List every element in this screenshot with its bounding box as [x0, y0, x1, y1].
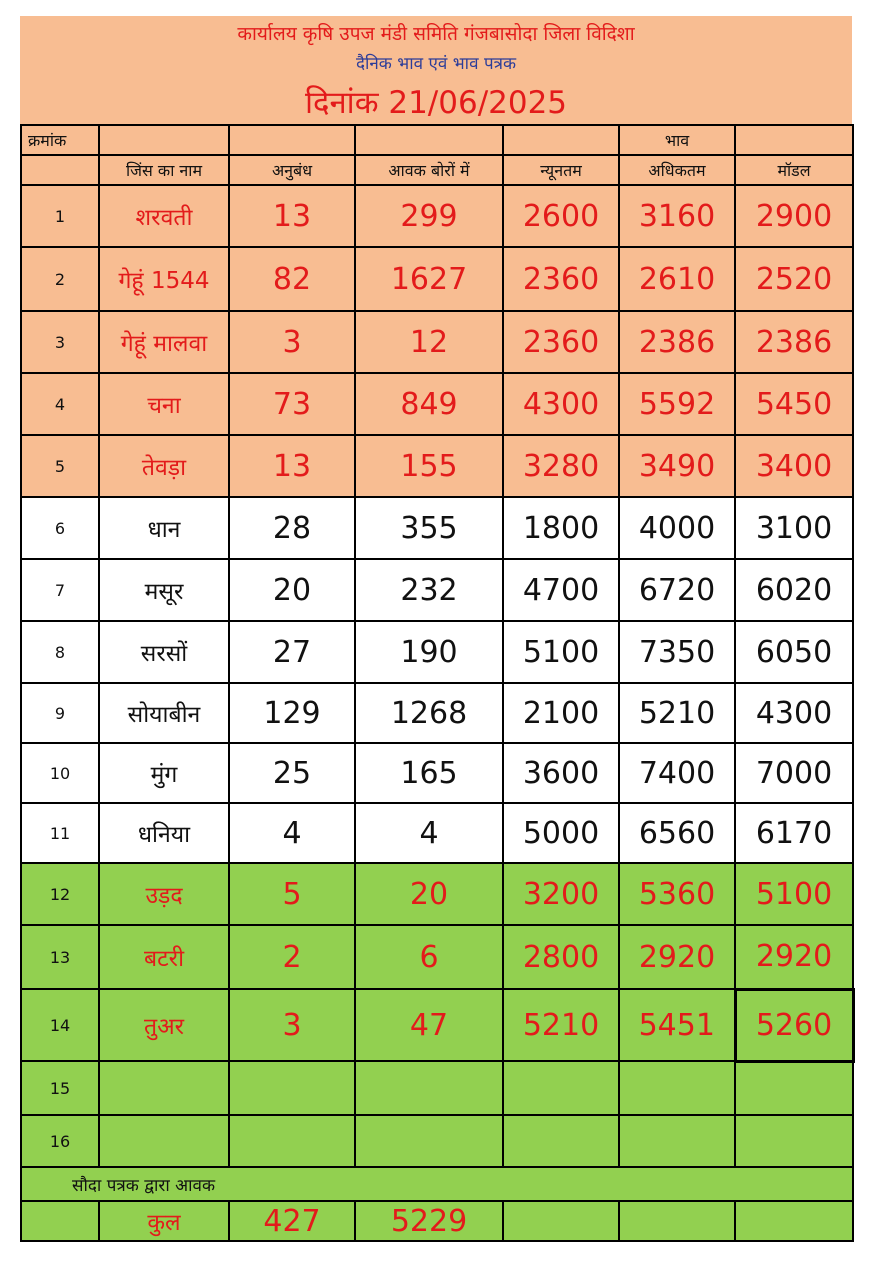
serial-number: 5 — [21, 435, 99, 497]
anubandh-value: 13 — [229, 435, 355, 497]
table-row — [21, 373, 853, 435]
min-price: 2600 — [503, 185, 619, 247]
commodity-name: तुअर — [99, 989, 229, 1061]
aavak-value: 849 — [355, 373, 503, 435]
aavak-value: 4 — [355, 803, 503, 863]
commodity-name: चना — [99, 373, 229, 435]
serial-number: 6 — [21, 497, 99, 559]
model-price: 2386 — [735, 311, 853, 373]
max-price: 2610 — [619, 247, 735, 311]
max-price: 5360 — [619, 863, 735, 925]
aavak-value: 165 — [355, 743, 503, 803]
min-price: 4300 — [503, 373, 619, 435]
min-price: 2360 — [503, 311, 619, 373]
serial-number: 2 — [21, 247, 99, 311]
max-price: 7350 — [619, 621, 735, 683]
anubandh-value: 73 — [229, 373, 355, 435]
col-header-model: मॉडल — [735, 155, 853, 185]
min-price: 1800 — [503, 497, 619, 559]
aavak-value: 12 — [355, 311, 503, 373]
commodity-name: सरसों — [99, 621, 229, 683]
table-row — [21, 863, 853, 925]
aavak-value: 155 — [355, 435, 503, 497]
total-aavak: 5229 — [355, 1201, 503, 1241]
serial-number: 10 — [21, 743, 99, 803]
max-price: 3490 — [619, 435, 735, 497]
min-price: 3200 — [503, 863, 619, 925]
table-row — [21, 743, 853, 803]
min-price: 4700 — [503, 559, 619, 621]
max-price: 6720 — [619, 559, 735, 621]
min-price: 3600 — [503, 743, 619, 803]
col-header-min: न्यूनतम — [503, 155, 619, 185]
model-price: 2900 — [735, 185, 853, 247]
model-price: 2520 — [735, 247, 853, 311]
aavak-value: 190 — [355, 621, 503, 683]
sheet-date: दिनांक 21/06/2025 — [304, 85, 568, 121]
serial-number: 8 — [21, 621, 99, 683]
model-price: 3400 — [735, 435, 853, 497]
model-price: 6170 — [735, 803, 853, 863]
model-price: 5450 — [735, 373, 853, 435]
model-price: 7000 — [735, 743, 853, 803]
header-row-2 — [21, 155, 853, 185]
commodity-name: बटरी — [99, 925, 229, 989]
max-price: 5592 — [619, 373, 735, 435]
serial-header: क्रमांक — [21, 125, 99, 155]
table-row — [21, 497, 853, 559]
commodity-name: गेहूं 1544 — [99, 247, 229, 311]
serial-number: 12 — [21, 863, 99, 925]
aavak-value: 6 — [355, 925, 503, 989]
table-row — [21, 989, 853, 1061]
commodity-name: उड़द — [99, 863, 229, 925]
empty-row — [21, 1061, 853, 1115]
commodity-name: गेहूं मालवा — [99, 311, 229, 373]
sheet-header — [20, 16, 852, 124]
model-price: 3100 — [735, 497, 853, 559]
commodity-name: तेवड़ा — [99, 435, 229, 497]
max-price: 5210 — [619, 683, 735, 743]
aavak-value: 355 — [355, 497, 503, 559]
max-price: 3160 — [619, 185, 735, 247]
commodity-name: सोयाबीन — [99, 683, 229, 743]
commodity-name: मसूर — [99, 559, 229, 621]
commodity-name: धान — [99, 497, 229, 559]
aavak-value: 232 — [355, 559, 503, 621]
aavak-value: 1627 — [355, 247, 503, 311]
table-row — [21, 435, 853, 497]
bhav-group-header: भाव — [619, 125, 735, 155]
serial-number: 15 — [21, 1061, 99, 1115]
table-row — [21, 185, 853, 247]
aavak-value: 47 — [355, 989, 503, 1061]
table-row — [21, 803, 853, 863]
empty-row — [21, 1115, 853, 1167]
anubandh-value: 28 — [229, 497, 355, 559]
aavak-value: 299 — [355, 185, 503, 247]
serial-number: 11 — [21, 803, 99, 863]
max-price: 2386 — [619, 311, 735, 373]
min-price: 2100 — [503, 683, 619, 743]
min-price: 3280 — [503, 435, 619, 497]
anubandh-value: 3 — [229, 311, 355, 373]
min-price: 2800 — [503, 925, 619, 989]
office-title: कार्यालय कृषि उपज मंडी समिति गंजबासोदा जिला विदिशा — [237, 23, 635, 45]
model-price: 6020 — [735, 559, 853, 621]
anubandh-value: 25 — [229, 743, 355, 803]
max-price: 4000 — [619, 497, 735, 559]
col-header-anubandh: अनुबंध — [229, 155, 355, 185]
max-price: 2920 — [619, 925, 735, 989]
serial-number: 4 — [21, 373, 99, 435]
commodity-name: धनिया — [99, 803, 229, 863]
sauda-row — [21, 1167, 853, 1201]
col-header-name: जिंस का नाम — [99, 155, 229, 185]
model-price: 4300 — [735, 683, 853, 743]
min-price: 5100 — [503, 621, 619, 683]
anubandh-value: 82 — [229, 247, 355, 311]
min-price: 5210 — [503, 989, 619, 1061]
total-label: कुल — [99, 1201, 229, 1241]
serial-number: 3 — [21, 311, 99, 373]
aavak-value: 1268 — [355, 683, 503, 743]
table-row — [21, 621, 853, 683]
max-price: 7400 — [619, 743, 735, 803]
serial-number: 7 — [21, 559, 99, 621]
rate-sheet — [20, 16, 852, 1242]
rate-table — [20, 124, 855, 1242]
anubandh-value: 20 — [229, 559, 355, 621]
serial-number: 9 — [21, 683, 99, 743]
max-price: 5451 — [619, 989, 735, 1061]
commodity-name: शरवती — [99, 185, 229, 247]
anubandh-value: 2 — [229, 925, 355, 989]
max-price: 6560 — [619, 803, 735, 863]
model-price: 2920 — [735, 925, 853, 989]
anubandh-value: 27 — [229, 621, 355, 683]
commodity-name: मुंग — [99, 743, 229, 803]
table-row — [21, 247, 853, 311]
model-price: 5260 — [735, 989, 853, 1061]
serial-number: 14 — [21, 989, 99, 1061]
table-row — [21, 683, 853, 743]
table-row — [21, 311, 853, 373]
model-price: 5100 — [735, 863, 853, 925]
sauda-label: सौदा पत्रक द्वारा आवक — [21, 1167, 853, 1201]
header-row-1 — [21, 125, 853, 155]
anubandh-value: 13 — [229, 185, 355, 247]
min-price: 5000 — [503, 803, 619, 863]
table-row — [21, 925, 853, 989]
total-anubandh: 427 — [229, 1201, 355, 1241]
anubandh-value: 4 — [229, 803, 355, 863]
aavak-value: 20 — [355, 863, 503, 925]
total-row — [21, 1201, 853, 1241]
serial-number: 1 — [21, 185, 99, 247]
min-price: 2360 — [503, 247, 619, 311]
sheet-subtitle: दैनिक भाव एवं भाव पत्रक — [355, 54, 517, 74]
col-header-aavak: आवक बोरों में — [355, 155, 503, 185]
col-header-max: अधिकतम — [619, 155, 735, 185]
serial-number: 13 — [21, 925, 99, 989]
anubandh-value: 5 — [229, 863, 355, 925]
table-row — [21, 559, 853, 621]
anubandh-value: 3 — [229, 989, 355, 1061]
model-price: 6050 — [735, 621, 853, 683]
anubandh-value: 129 — [229, 683, 355, 743]
serial-number: 16 — [21, 1115, 99, 1167]
